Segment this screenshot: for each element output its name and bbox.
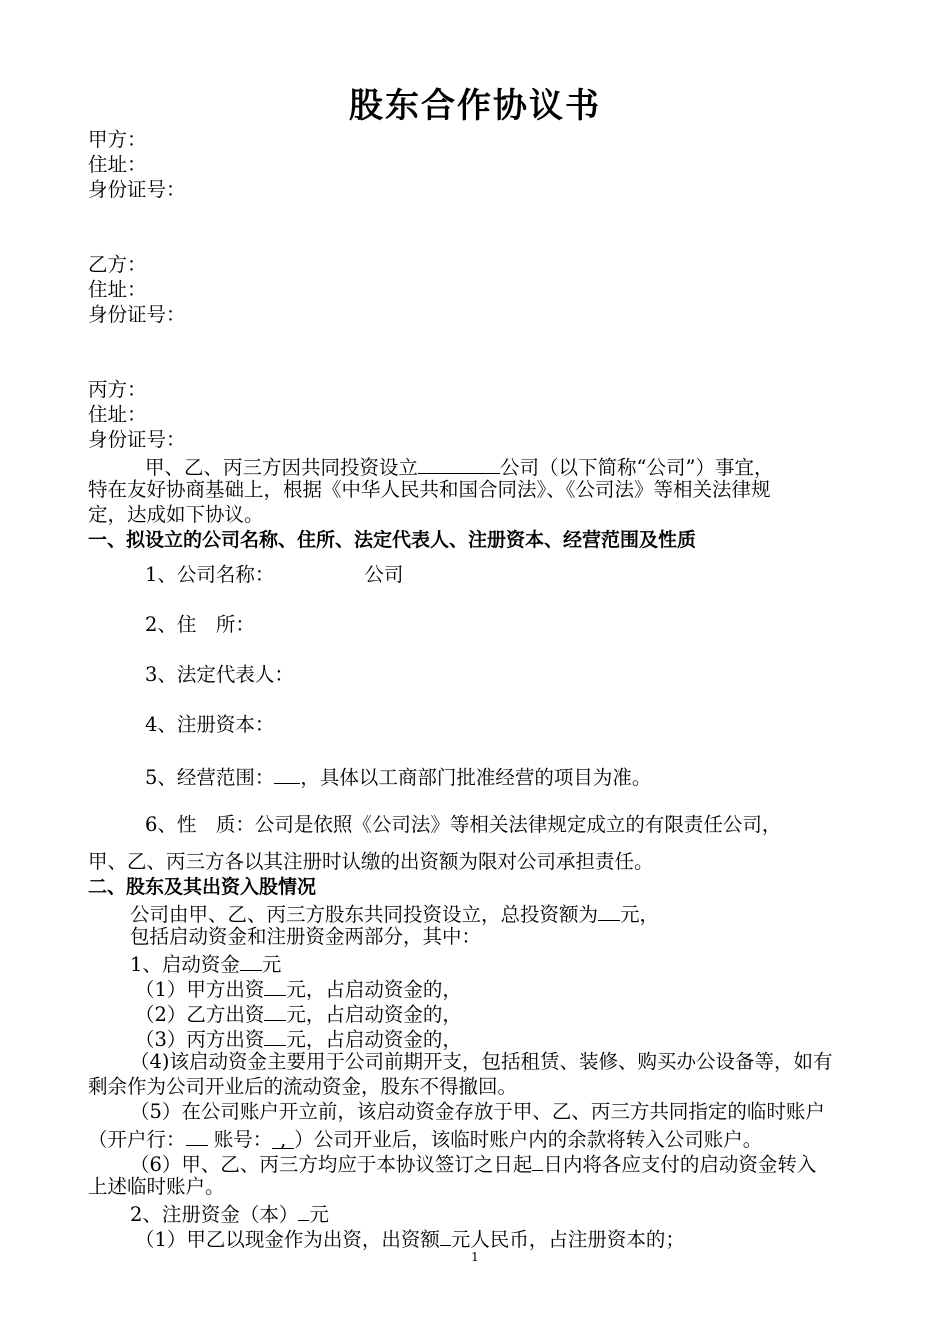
preamble-line-3: 定，达成如下协议。 xyxy=(88,503,264,526)
investment-intro-line-1 xyxy=(130,900,659,927)
party-c-address: 住址： xyxy=(88,403,147,426)
transfer-deadline-text-a: （6）甲、乙、丙三方均应于本协议签订之日起 xyxy=(130,1153,533,1176)
startup-party-c-label: （3）丙方出资 xyxy=(135,1028,265,1051)
investment-intro-line-2: 包括启动资金和注册资金两部分，其中： xyxy=(130,925,482,948)
party-c-name: 丙方： xyxy=(88,378,147,401)
party-b-id: 身份证号： xyxy=(88,303,186,326)
bank-blank xyxy=(186,1125,208,1146)
cash-contribution-text-b: 元人民币，占注册资本的； xyxy=(450,1228,685,1251)
investment-intro-text: 公司由甲、乙、丙三方股东共同投资设立，总投资额为 xyxy=(130,903,599,926)
registered-fund-unit: 元 xyxy=(309,1203,329,1226)
startup-party-b-text: 元，占启动资金的， xyxy=(286,1003,462,1026)
transfer-deadline-line-1 xyxy=(130,1150,816,1177)
page-number: 1 xyxy=(471,1250,479,1264)
investment-intro-unit: 元， xyxy=(620,903,660,926)
transfer-days-blank xyxy=(532,1150,543,1171)
document-title: 股东合作协议书 xyxy=(349,86,601,126)
legal-representative-item: 3、法定代表人： xyxy=(145,663,294,686)
party-a-name: 甲方： xyxy=(88,128,147,151)
total-investment-blank xyxy=(598,900,620,921)
startup-fund-item xyxy=(130,950,281,977)
business-scope-item xyxy=(145,763,651,790)
startup-party-a xyxy=(135,975,462,1002)
startup-party-b xyxy=(135,1000,462,1027)
startup-usage-line-2: 剩余作为公司开业后的流动资金，股东不得撤回。 xyxy=(88,1075,518,1098)
startup-party-c-text: 元，占启动资金的， xyxy=(286,1028,462,1051)
startup-party-c-blank xyxy=(264,1025,286,1046)
registered-fund-item xyxy=(130,1200,329,1227)
preamble-line-1 xyxy=(145,453,773,480)
account-blank: , xyxy=(272,1128,294,1149)
company-name-label: 1、公司名称： xyxy=(145,563,275,586)
temp-account-line-2 xyxy=(88,1125,762,1152)
transfer-deadline-text-b: 日内将各应支付的启动资金转入 xyxy=(543,1153,817,1176)
registered-capital-item: 4、注册资本： xyxy=(145,713,275,736)
startup-party-b-label: （2）乙方出资 xyxy=(135,1003,265,1026)
cash-contribution-item xyxy=(135,1225,685,1252)
registered-fund-blank xyxy=(298,1200,309,1221)
startup-party-c xyxy=(135,1025,462,1052)
temp-account-text: ）公司开业后，该临时账户内的余款将转入公司账户。 xyxy=(294,1128,763,1151)
party-a-id: 身份证号： xyxy=(88,178,186,201)
company-name-suffix: 公司 xyxy=(364,563,404,586)
startup-fund-label: 1、启动资金 xyxy=(130,953,240,976)
party-b-address: 住址： xyxy=(88,278,147,301)
company-name-item xyxy=(145,563,403,587)
startup-party-a-text: 元，占启动资金的， xyxy=(286,978,462,1001)
transfer-deadline-line-2: 上述临时账户。 xyxy=(88,1175,225,1198)
bank-label: （开户行： xyxy=(88,1128,186,1151)
preamble-line-2: 特在友好协商基础上，根据《中华人民共和国合同法》、《公司法》等相关法律规 xyxy=(88,478,771,501)
section-2-heading: 二、股东及其出资入股情况 xyxy=(88,876,317,898)
cash-contribution-blank xyxy=(440,1225,451,1246)
party-a-address: 住址： xyxy=(88,153,147,176)
business-scope-label: 5、经营范围： xyxy=(145,766,275,789)
party-b-name: 乙方： xyxy=(88,253,147,276)
preamble-text-b: 公司（以下简称“公司”）事宜， xyxy=(500,456,774,479)
startup-usage-line-1: （4)该启动资金主要用于公司前期开支，包括租赁、装修、购买办公设备等，如有 xyxy=(130,1050,833,1073)
company-nature-line-2: 甲、乙、丙三方各以其注册时认缴的出资额为限对公司承担责任。 xyxy=(88,850,654,873)
startup-party-a-label: （1）甲方出资 xyxy=(135,978,265,1001)
business-scope-blank xyxy=(274,763,300,784)
account-label: 账号： xyxy=(213,1128,273,1151)
residence-item: 2、住 所： xyxy=(145,613,255,636)
startup-fund-unit: 元 xyxy=(261,953,282,976)
company-name-blank xyxy=(418,453,500,474)
company-nature-item: 6、性 质：公司是依照《公司法》等相关法律规定成立的有限责任公司， xyxy=(145,813,782,836)
business-scope-text: ，具体以工商部门批准经营的项目为准。 xyxy=(300,766,652,789)
cash-contribution-text-a: （1）甲乙以现金作为出资，出资额 xyxy=(135,1228,440,1251)
temp-account-line-1: （5）在公司账户开立前，该启动资金存放于甲、乙、丙三方共同指定的临时账户 xyxy=(130,1100,825,1123)
party-c-id: 身份证号： xyxy=(88,428,186,451)
section-1-heading: 一、拟设立的公司名称、住所、法定代表人、注册资本、经营范围及性质 xyxy=(88,529,697,551)
registered-fund-label: 2、注册资金（本） xyxy=(130,1203,299,1226)
preamble-text-a: 甲、乙、丙三方因共同投资设立 xyxy=(145,456,419,479)
startup-party-a-blank xyxy=(264,975,286,996)
startup-fund-blank xyxy=(240,950,262,971)
startup-party-b-blank xyxy=(264,1000,286,1021)
